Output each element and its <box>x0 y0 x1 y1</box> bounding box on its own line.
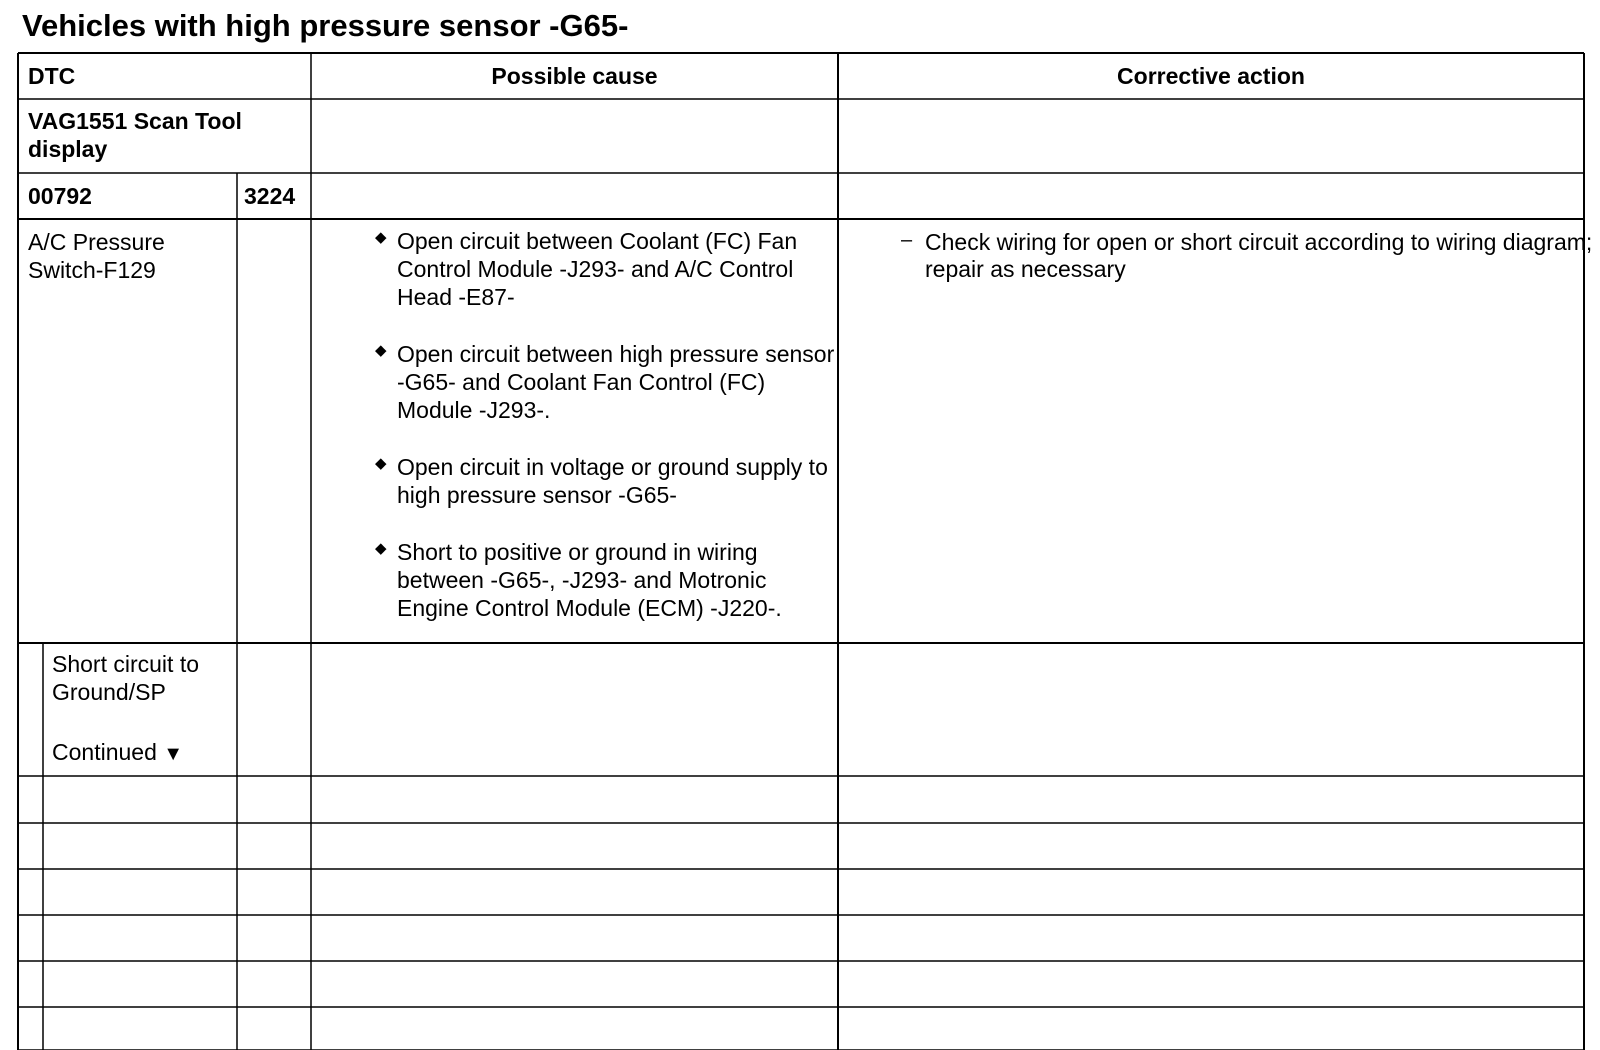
action-text: Check wiring for open or short circuit according to wiring diagram; repair as necessary <box>925 229 1593 282</box>
cause-text: Short to positive or ground in wiring between -G65-, -J293- and Motronic Engine Control Module (ECM) -J220-. <box>397 539 782 621</box>
header-dtc: DTC <box>28 63 76 89</box>
causes-list <box>375 227 835 622</box>
diamond-bullet-icon: ◆ <box>375 540 387 557</box>
list-item <box>375 538 835 622</box>
triangle-down-icon: ▼ <box>163 743 184 765</box>
cause-text: Open circuit in voltage or ground supply to high pressure sensor -G65- <box>397 454 828 508</box>
diamond-bullet-icon: ◆ <box>375 229 387 246</box>
corrective-action <box>901 229 1595 283</box>
list-item <box>375 227 835 311</box>
scan-tool-label: VAG1551 Scan Tool display <box>28 108 242 162</box>
dtc-code: 00792 <box>28 183 92 209</box>
list-item <box>375 453 835 509</box>
dtc-number: 3224 <box>244 183 296 209</box>
continued-label: Continued <box>52 739 157 765</box>
cause-text: Open circuit between high pressure sensor -G65- and Coolant Fan Control (FC) Module -J293-. <box>397 341 835 423</box>
possible-causes <box>375 227 835 622</box>
fault-type: Short circuit to Ground/SP <box>52 651 199 705</box>
header-corrective-action: Corrective action <box>1117 63 1305 89</box>
dash-icon: – <box>901 229 913 251</box>
header-possible-cause: Possible cause <box>491 63 658 89</box>
diamond-bullet-icon: ◆ <box>375 342 387 359</box>
component-name: A/C Pressure Switch-F129 <box>28 229 165 283</box>
list-item <box>375 340 835 424</box>
cause-text: Open circuit between Coolant (FC) Fan Control Module -J293- and A/C Control Head -E87- <box>397 228 798 310</box>
continued-indicator <box>52 738 183 768</box>
diamond-bullet-icon: ◆ <box>375 455 387 472</box>
page-title: Vehicles with high pressure sensor -G65- <box>22 8 629 43</box>
